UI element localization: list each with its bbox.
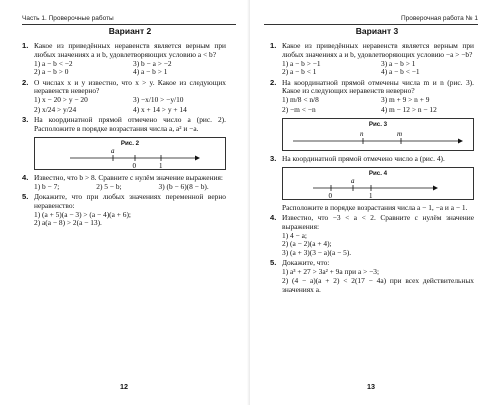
header-rule [22, 24, 236, 25]
task-question: На координатной прямой отмечены числа m и n (рис. 3). Какое из следующих неравенств неверно? [282, 77, 474, 96]
task-question: Известно, что b > 8. Сравните с нулём значение выражения: [34, 172, 223, 182]
label-0: 0 [132, 161, 136, 170]
figure-number-line [282, 167, 474, 200]
task-5 [22, 193, 226, 228]
task-question: На координатной прямой отмечено число a (рис. 4). [282, 153, 445, 163]
number-line-svg [283, 168, 473, 201]
task-line: 3) (a + 3)(3 − a)(a − 5). [282, 248, 352, 258]
task-question: Какое из приведённых неравенств является верным при любых значениях a и b, удовлетворяющих условию a < b? [34, 41, 226, 59]
arrow-head [433, 185, 438, 190]
task-number: 3. [270, 153, 277, 163]
label-0: 0 [328, 191, 332, 200]
figure-caption: Рис. 3 [368, 120, 388, 128]
answer-option: 2) 5 − b; [96, 181, 122, 191]
figure-caption: Рис. 2 [120, 139, 140, 147]
number-line-svg [283, 119, 473, 152]
answer-option: 4) a − b > 1 [133, 67, 168, 77]
answer-options [34, 60, 226, 78]
running-head: Часть 1. Проверочные работы [22, 15, 114, 22]
task-2 [270, 79, 474, 151]
task-line: 1) 4 − a; [282, 230, 307, 240]
task-question: Известно, что −3 < a < 2. Сравните с нулём значение выражения: [282, 212, 474, 231]
label-n: n [360, 129, 364, 138]
task-number: 2. [22, 77, 29, 87]
task-4 [270, 214, 474, 258]
figure-caption: Рис. 4 [368, 169, 388, 177]
task-3 [22, 116, 226, 170]
task-2 [22, 79, 226, 115]
answer-option: 4) m − 12 > n − 12 [381, 105, 437, 115]
task-number: 5. [22, 192, 29, 202]
arrow-head [458, 138, 463, 143]
answer-option: 3) −x/10 > −y/10 [133, 95, 184, 105]
arrow-head [195, 155, 200, 160]
task-line: 1) a³ + 27 > 3a² + 9a при a > −3; [282, 267, 380, 277]
task-question: Докажите, что: [282, 258, 330, 268]
label-1: 1 [159, 161, 163, 170]
task-number: 4. [22, 172, 29, 182]
page-number: 12 [120, 382, 128, 391]
answer-option: 3) a − b > 1 [381, 58, 416, 68]
task-3 [270, 155, 474, 213]
task-number: 1. [22, 41, 29, 50]
task-1 [22, 42, 226, 77]
answer-option: 2) a − b < 1 [282, 67, 317, 77]
answer-option: 4) a − b < −1 [381, 67, 420, 77]
task-4 [22, 174, 226, 192]
answer-option: 3) b − a > −2 [133, 58, 172, 68]
answer-option: 2) −m < −n [282, 105, 316, 115]
number-line-svg [35, 138, 225, 171]
task-question: Докажите, что при любых значениях переменной верно неравенство: [34, 192, 226, 210]
answer-option: 4) x + 14 > y + 14 [133, 105, 187, 115]
task-number: 2. [270, 77, 277, 87]
task-1 [270, 42, 474, 77]
task-line: 2) (a − 2)(a + 4); [282, 239, 332, 249]
task-number: 1. [270, 41, 277, 50]
task-line: 2) (4 − a)(a + 2) < 2(17 − 4a) при всех действительных значениях a. [282, 276, 474, 294]
task-question: Расположите в порядке возрастания числа a − 1, −a и a − 1. [282, 202, 468, 212]
answer-option: 3) (b − 6)(8 − b). [158, 181, 209, 191]
label-a: a [111, 146, 115, 155]
figure-number-line [282, 118, 474, 151]
answer-options [34, 96, 226, 115]
answer-option: 1) b − 7; [34, 181, 60, 191]
task-number: 5. [270, 258, 277, 268]
variant-title: Вариант 2 [108, 26, 152, 36]
label-1: 1 [369, 191, 373, 200]
answer-options [282, 60, 474, 78]
task-number: 4. [270, 212, 277, 222]
task-question: Какое из приведённых неравенств является верным при любых значениях a и b, удовлетворяющих условию −a > −b? [282, 41, 474, 59]
running-head: Проверочная работа № 1 [400, 15, 478, 22]
variant-title: Вариант 3 [355, 26, 399, 36]
task-line: 1) (a + 5)(a − 3) > (a − 4)(a + 6); [34, 209, 131, 219]
figure-number-line [34, 137, 226, 170]
answer-options [282, 96, 474, 115]
right-page [250, 0, 500, 405]
label-a: a [351, 176, 355, 185]
page-number: 13 [367, 382, 375, 391]
answer-options [34, 183, 226, 192]
task-line: 2) a(a − 8) > 2(a − 13). [34, 218, 102, 228]
answer-option: 2) a − b > 0 [34, 67, 69, 77]
answer-option: 1) a − b > −1 [282, 58, 321, 68]
task-question: О числах x и y известно, что x > y. Какое из следующих неравенств неверно? [34, 77, 226, 96]
answer-option: 1) a − b < −2 [34, 58, 73, 68]
task-column [22, 42, 226, 230]
task-column [270, 42, 474, 296]
task-question: На координатной прямой отмечено число a (рис. 2). Расположите в порядке возрастания числа a, a² и −a. [34, 115, 226, 134]
task-5 [270, 259, 474, 294]
task-number: 3. [22, 115, 29, 125]
answer-option: 3) m + 9 > n + 9 [381, 95, 430, 105]
header-rule [264, 24, 478, 25]
label-m: m [397, 129, 403, 138]
answer-option: 1) x − 20 > y − 20 [34, 95, 88, 105]
answer-option: 1) m/8 < n/8 [282, 95, 319, 105]
answer-option: 2) x/24 > y/24 [34, 105, 77, 115]
